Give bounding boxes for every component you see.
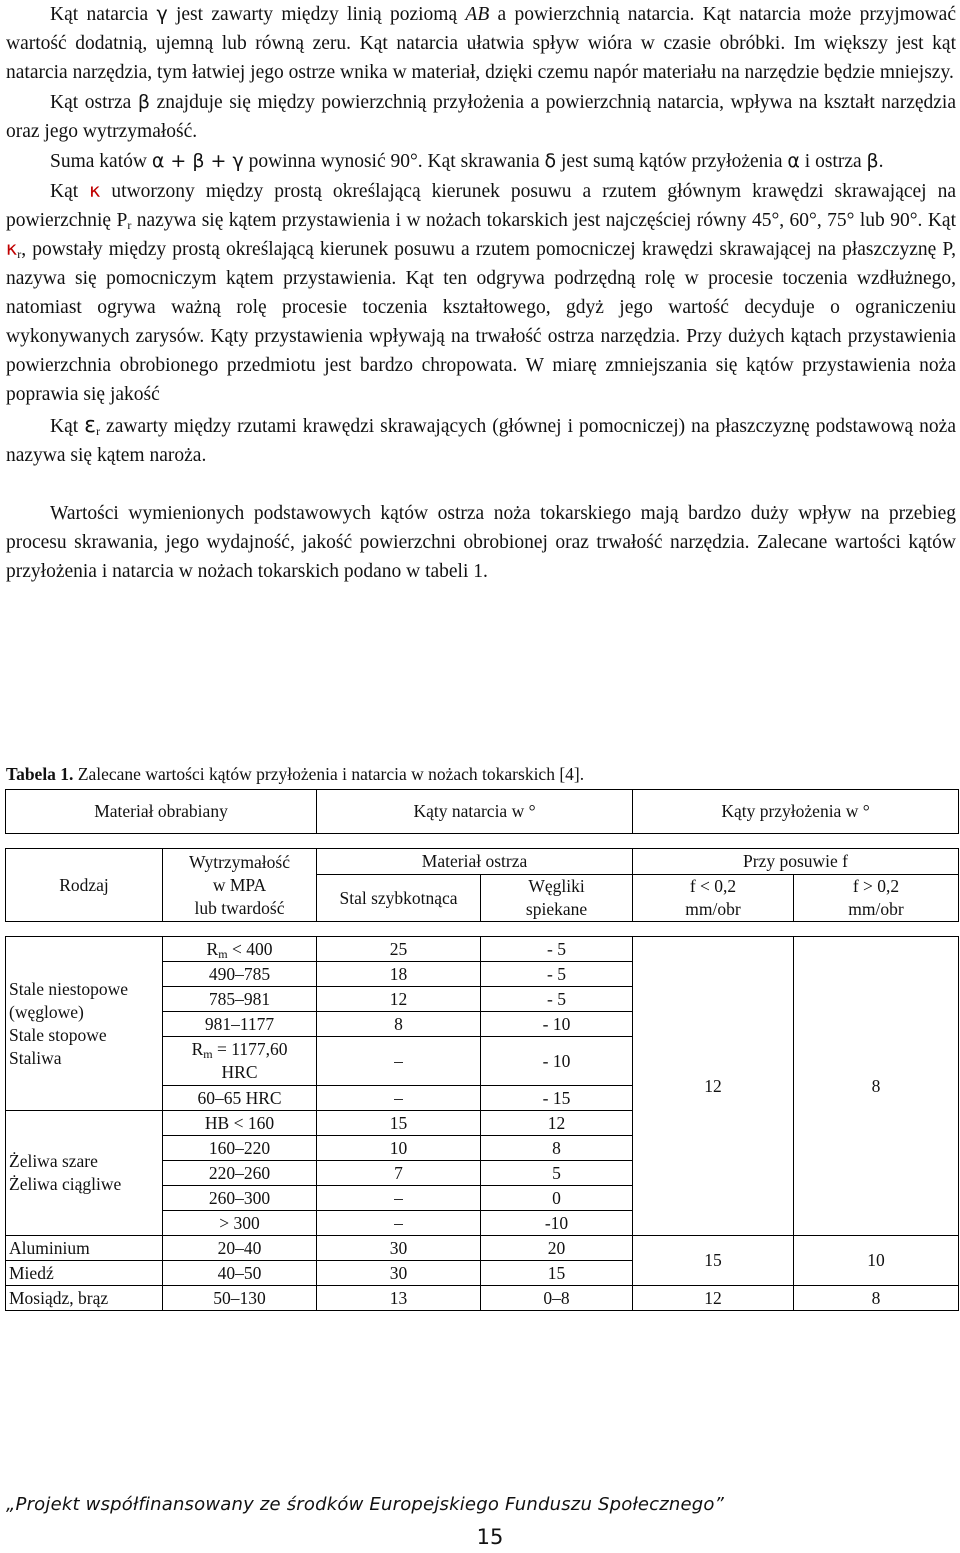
paragraph-angle-sum: Suma katów α + β + γ powinna wynosić 90°. Kąt skrawania δ jest sumą kątów przyłożenia α i ostrza β. bbox=[50, 150, 884, 172]
symbol-alpha: α bbox=[787, 150, 800, 172]
header-tool-material: Materiał ostrza bbox=[317, 849, 633, 875]
table-row: $R_m = 1177,60$ HRC – - 10 bbox=[6, 1037, 959, 1086]
table-row: > 300 – -10 bbox=[6, 1211, 959, 1236]
header-material: Materiał obrabiany bbox=[6, 790, 317, 834]
table-row: 981–1177 8 - 10 bbox=[6, 1012, 959, 1037]
header-rodzaj: Rodzaj bbox=[6, 849, 163, 922]
header-carbide: Węgliki spiekane bbox=[481, 875, 633, 922]
clearance-high-steel-iron: 8 bbox=[794, 937, 959, 1236]
clearance-low-steel-iron: 12 bbox=[633, 937, 794, 1236]
paragraph-rake-angle: Kąt natarcia γ jest zawarty między linią poziomą AB a powierzchnią natarcia. Kąt natarcia może przyjmować wartość dodatnią, ujemną lub równą zeru. Kąt natarcia ułatwia spływ wióra w czasie obróbki. Im większy jest kąt natarcia narzędzia, tym łatwiej jego ostrze wnika w materiał, dzięki czemu napór materiału na narzędzie będzie mniejszy. bbox=[6, 3, 956, 83]
paragraph-approach-angle: Kąt κ utworzony między prostą określającą kierunek posuwu a rzutem głównym krawędzi skrawającej na powierzchnię $P_r$ nazywa się kątem przystawienia i w nożach tokarskich jest najczęściej równy 45°, 60°, 75° lub 90°. Kąt $\kappa_r$, powstały między prostą określającą kierunek posuwu a rzutem pomocniczej krawędzi skrawającej na płaszczyznę P, nazywa się pomocniczym kątem przystawienia. Kąt ten odgrywa podrzędną rolę w procesie toczenia wzdłużnego, natomiast ogrywa ważną rolę procesie toczenia kształtowego, gdyż jego wartość decyduje o ograniczeniu wykonywanych zarysów. Kąty przystawienia wpływają na trwałość ostrza narzędzia. Przy dużych kątach przystawienia powierzchnia obrobionego przedmiotu jest bardzo chropowata. W miarę zmniejszania się kątów przystawienia noża poprawia się jakość bbox=[6, 180, 957, 405]
paragraph-summary: Wartości wymienionych podstawowych kątów ostrza noża tokarskiego mają bardzo duży wpływ na przebieg procesu skrawania, jego wydajność, jakość powierzchni obrobionej oraz trwałość narzędzia. Zalecane wartości kątów przyłożenia i natarcia w nożach tokarskich podano w tabeli 1. bbox=[6, 503, 956, 582]
symbol-delta: δ bbox=[544, 150, 557, 172]
symbol-gamma: γ bbox=[156, 3, 168, 25]
symbol-angle-sum: α + β + γ bbox=[151, 150, 244, 172]
clearance-high-al-cu: 10 bbox=[794, 1236, 959, 1286]
table-subheader-row-1 bbox=[6, 849, 959, 875]
group-aluminium: Aluminium bbox=[6, 1236, 163, 1261]
table-caption: Tabela 1. Zalecane wartości kątów przyłożenia i natarcia w nożach tokarskich [4]. bbox=[6, 764, 585, 784]
symbol-epsilon: ε bbox=[84, 413, 97, 438]
group-cast-iron: Żeliwa szare Żeliwa ciągliwe bbox=[6, 1111, 163, 1236]
table-row: Aluminium 20–40 30 20 15 10 bbox=[6, 1236, 959, 1261]
clearance-low-al-cu: 15 bbox=[633, 1236, 794, 1286]
group-copper: Miedź bbox=[6, 1261, 163, 1286]
table-row: 490–785 18 - 5 bbox=[6, 962, 959, 987]
table-row: 260–300 – 0 bbox=[6, 1186, 959, 1211]
table-row: 60–65 HRC – - 15 bbox=[6, 1086, 959, 1111]
table-row: Stale niestopowe (węglowe) Stale stopowe Staliwa $R_m < 400$ 25 - 5 12 8 bbox=[6, 937, 959, 962]
table-row: 785–981 12 - 5 bbox=[6, 987, 959, 1012]
table-row: Żeliwa szare Żeliwa ciągliwe HB < 160 15 12 bbox=[6, 1111, 959, 1136]
footer-project: „Projekt współfinansowany ze środków Europejskiego Funduszu Społecznego” bbox=[6, 1494, 725, 1515]
angles-table bbox=[5, 789, 959, 1311]
body-text bbox=[6, 0, 956, 586]
table-row: Mosiądz, brąz 50–130 13 0–8 12 8 bbox=[6, 1286, 959, 1311]
header-rake-angles: Kąty natarcia w ° bbox=[317, 790, 633, 834]
group-steel: Stale niestopowe (węglowe) Stale stopowe Staliwa bbox=[6, 937, 163, 1111]
group-brass: Mosiądz, brąz bbox=[6, 1286, 163, 1311]
page-number: 15 bbox=[476, 1525, 504, 1549]
symbol-kappa-r: κ bbox=[6, 238, 18, 260]
header-feed-high: f > 0,2 mm/obr bbox=[794, 875, 959, 922]
table-header-row bbox=[6, 790, 959, 834]
symbol-beta-2: β bbox=[866, 150, 879, 172]
header-hss: Stal szybkotnąca bbox=[317, 875, 481, 922]
symbol-kappa: κ bbox=[89, 180, 101, 202]
symbol-beta: β bbox=[137, 91, 151, 113]
header-feed: Przy posuwie f bbox=[633, 849, 959, 875]
paragraph-wedge-angle: Kąt ostrza β znajduje się między powierzchnią przyłożenia a powierzchnią natarcia, wpływa na kształt narzędzia oraz jego wytrzymałość. bbox=[6, 91, 956, 142]
header-clearance-angles: Kąty przyłożenia w ° bbox=[633, 790, 959, 834]
header-strength: Wytrzymałość w MPA lub twardość bbox=[163, 849, 317, 922]
table-row: 220–260 7 5 bbox=[6, 1161, 959, 1186]
header-feed-low: f < 0,2 mm/obr bbox=[633, 875, 794, 922]
table-row: Miedź 40–50 30 15 bbox=[6, 1261, 959, 1286]
paragraph-nose-angle: Kąt $\varepsilon_r$ zawarty między rzutami krawędzi skrawających (głównej i pomocniczej) na płaszczyznę podstawową noża nazywa się kątem naroża. bbox=[6, 413, 956, 466]
table-row: 160–220 10 8 bbox=[6, 1136, 959, 1161]
